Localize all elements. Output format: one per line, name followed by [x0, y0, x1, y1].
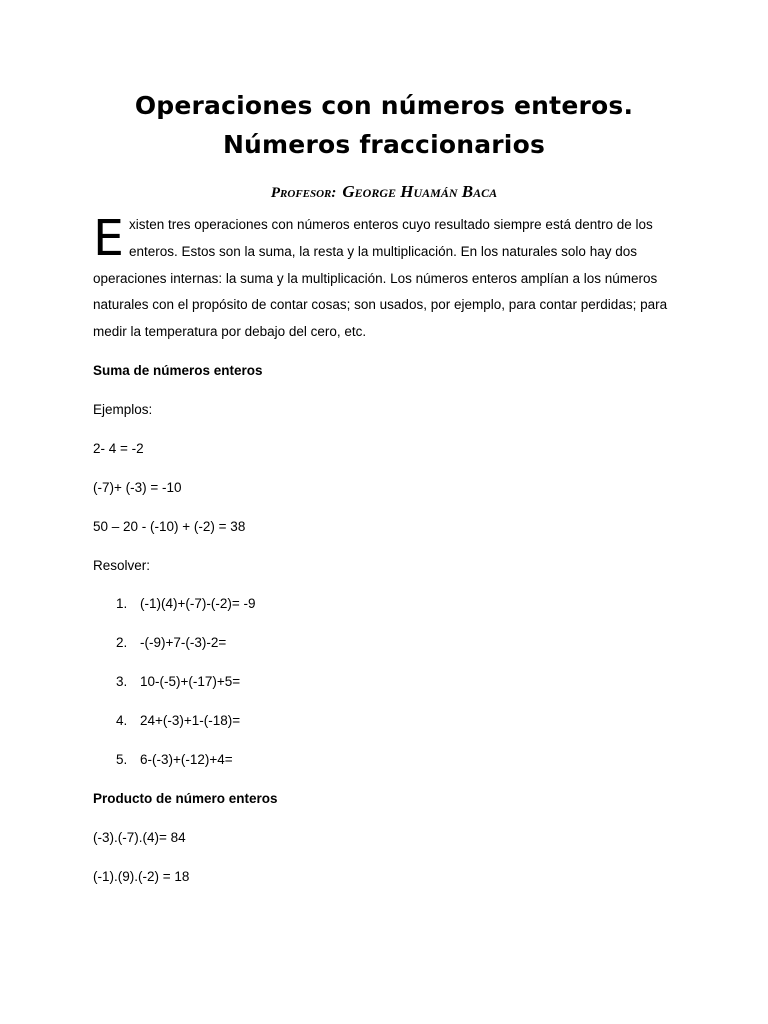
- intro-text: xisten tres operaciones con números enteros cuyo resultado siempre está dentro de los enteros. Estos son la suma, la resta y la multiplicación. En los naturales solo hay dos operaciones internas: la suma y la multiplicación. Los números enteros amplían a los números naturales con el propósito de contar cosas; son usados, por ejemplo, para contar perdidas; para medir la temperatura por debajo del cero, etc.: [93, 217, 668, 340]
- example-line: (-7)+ (-3) = -10: [93, 480, 182, 495]
- exercise-text: 6-(-3)+(-12)+4=: [140, 752, 233, 767]
- section-heading-producto: Producto de número enteros: [93, 791, 278, 806]
- examples-label: Ejemplos:: [93, 402, 153, 417]
- author-name: George Huamán Baca: [342, 182, 498, 201]
- exercise-text: 10-(-5)+(-17)+5=: [140, 674, 241, 689]
- page-title-line-1: Operaciones con números enteros.: [134, 91, 634, 120]
- author-label: Profesor:: [270, 185, 337, 201]
- exercise-item: [116, 712, 240, 730]
- exercise-number: 3.: [116, 674, 128, 689]
- author-line: [0, 181, 768, 204]
- example-line: (-3).(-7).(4)= 84: [93, 830, 186, 845]
- exercise-number: 5.: [116, 752, 128, 767]
- exercise-number: 4.: [116, 713, 128, 728]
- exercise-number: 2.: [116, 635, 128, 650]
- exercise-text: 24+(-3)+1-(-18)=: [140, 713, 241, 728]
- exercise-item: [116, 595, 256, 613]
- exercise-item: [116, 634, 226, 652]
- example-line: 2- 4 = -2: [93, 441, 144, 456]
- page-title-line-2: Números fraccionarios: [222, 130, 546, 159]
- example-line: (-1).(9).(-2) = 18: [93, 869, 190, 884]
- exercise-item: [116, 751, 233, 769]
- example-line: 50 – 20 - (-10) + (-2) = 38: [93, 519, 246, 534]
- exercise-text: -(-9)+7-(-3)-2=: [140, 635, 227, 650]
- exercise-number: 1.: [116, 596, 128, 611]
- exercise-text: (-1)(4)+(-7)-(-2)= -9: [140, 596, 256, 611]
- section-heading-suma: Suma de números enteros: [93, 363, 263, 378]
- exercise-item: [116, 673, 240, 691]
- resolver-label: Resolver:: [93, 558, 151, 573]
- intro-paragraph: [93, 212, 683, 346]
- drop-cap: E: [93, 210, 124, 267]
